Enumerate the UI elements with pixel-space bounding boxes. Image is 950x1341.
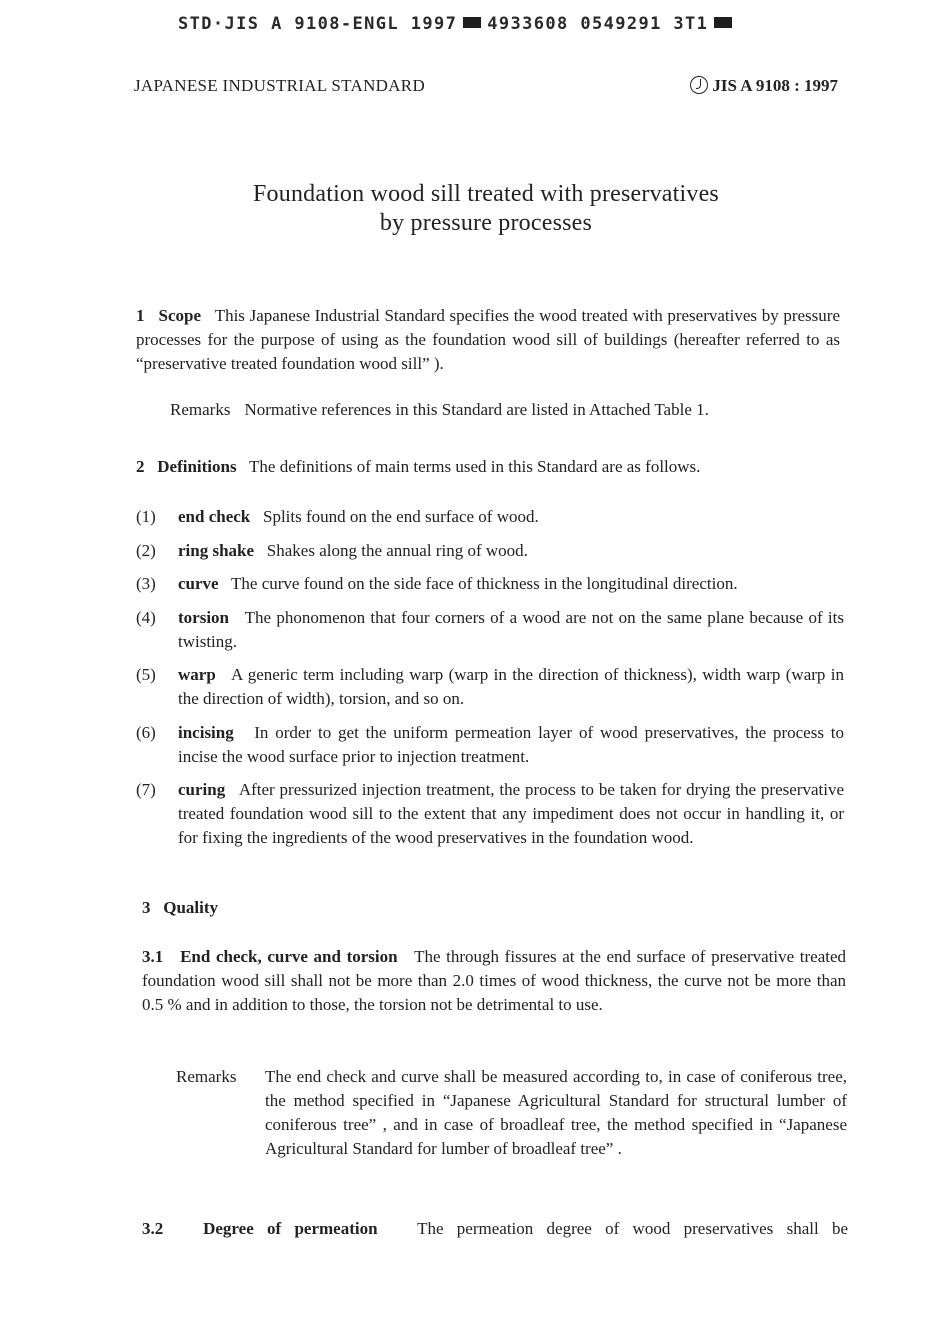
stamp-right-text: 4933608 0549291 3T1 bbox=[487, 14, 709, 34]
remarks-label: Remarks bbox=[176, 1067, 237, 1086]
definition-term: curing bbox=[178, 780, 226, 799]
definition-text: Splits found on the end surface of wood. bbox=[263, 507, 539, 526]
section-heading: Quality bbox=[163, 898, 219, 917]
definition-number: (5) bbox=[136, 665, 156, 684]
definition-text: In order to get the uniform permeation layer of wood preservatives, the process to incise the wood surface prior to injection treatment. bbox=[178, 722, 844, 766]
document-title bbox=[0, 180, 950, 238]
stamp-black-block bbox=[714, 17, 732, 28]
remarks-label: Remarks bbox=[170, 400, 231, 419]
definition-item bbox=[136, 721, 844, 769]
section-heading: Definitions bbox=[157, 457, 237, 476]
title-line-1: Foundation wood sill treated with preservatives bbox=[253, 181, 719, 207]
remarks-text: Normative references in this Standard are listed in Attached Table 1. bbox=[244, 400, 709, 419]
definition-text: A generic term including warp (warp in the direction of thickness), width warp (warp in the direction of width), torsion, and so on. bbox=[178, 665, 845, 708]
definition-text: The curve found on the side face of thickness in the longitudinal direction. bbox=[231, 574, 738, 593]
section-number: 3.1 bbox=[142, 947, 164, 966]
definition-text: After pressurized injection treatment, the process to be taken for drying the preservative treated foundation wood sill to the extent that any impediment does not occur in handling it, or for fixing the ingredients of the wood preservatives in the foundation wood. bbox=[178, 780, 844, 847]
standard-number: JIS A 9108 : 1997 bbox=[712, 76, 838, 95]
stamp-left-text: STD·JIS A 9108-ENGL 1997 bbox=[178, 14, 458, 34]
section-quality bbox=[142, 898, 218, 918]
definition-number: (2) bbox=[136, 540, 156, 560]
definition-number: (7) bbox=[136, 780, 156, 799]
section-heading: End check, curve and torsion bbox=[180, 947, 398, 966]
title-line-2: by pressure processes bbox=[379, 210, 593, 236]
definition-term: end check bbox=[178, 507, 251, 526]
section-scope bbox=[136, 304, 840, 376]
document-stamp bbox=[178, 14, 738, 34]
section-text: The through fissures at the end surface of preservative treated foundation wood sill shall not be more than 2.0 times of wood thickness, the curve not be more than 0.5 % and in addition to those, the torsion not be detrimental to use. bbox=[142, 947, 847, 1014]
section-number: 2 bbox=[136, 457, 145, 476]
definitions-list bbox=[136, 505, 844, 860]
definition-number: (6) bbox=[136, 722, 156, 742]
definition-text: Shakes along the annual ring of wood. bbox=[266, 540, 528, 560]
remarks-references bbox=[170, 400, 709, 420]
remarks-measurement: The end check and curve shall be measured according to, in case of coniferous tree, the method specified in “Japanese Agricultural Standard for structural lumber of coniferous tree” , and in case of broadleaf tree, the method specified in “Japanese Agricultural Standard for lumber of broadleaf tree” . bbox=[265, 1067, 847, 1158]
section-text: The permeation degree of wood preservatives shall be bbox=[417, 1219, 849, 1238]
section-end-check bbox=[142, 945, 846, 1017]
definition-number: (4) bbox=[136, 607, 156, 627]
section-number: 1 bbox=[136, 306, 145, 325]
section-heading: Scope bbox=[158, 306, 201, 325]
stamp-black-block bbox=[463, 17, 481, 28]
definition-term: ring shake bbox=[178, 540, 255, 560]
header-right bbox=[690, 76, 838, 96]
definition-term: torsion bbox=[178, 607, 229, 627]
definition-item bbox=[136, 778, 844, 850]
definition-term: incising bbox=[178, 722, 234, 742]
definition-number: (3) bbox=[136, 574, 156, 593]
section-text: This Japanese Industrial Standard specifies the wood treated with preservatives by pressure processes for the purpose of using as the foundation wood sill of buildings (hereafter referred to as “preservative treated foundation wood sill” ). bbox=[136, 306, 840, 373]
definition-term: warp bbox=[178, 665, 216, 684]
jis-mark-icon bbox=[690, 76, 708, 94]
section-text: The definitions of main terms used in this Standard are as follows. bbox=[249, 457, 701, 476]
definition-item bbox=[136, 539, 844, 563]
section-permeation bbox=[142, 1217, 848, 1241]
definition-term: curve bbox=[178, 574, 219, 593]
definition-number: (1) bbox=[136, 507, 156, 526]
section-definitions bbox=[136, 457, 700, 477]
section-number: 3 bbox=[142, 898, 151, 917]
definition-text: The phonomenon that four corners of a wood are not on the same plane because of its twisting. bbox=[178, 607, 844, 651]
definition-item bbox=[136, 572, 844, 596]
definition-item bbox=[136, 663, 844, 711]
section-heading: Degree of permeation bbox=[203, 1219, 378, 1238]
definition-item bbox=[136, 606, 844, 654]
section-number: 3.2 bbox=[142, 1219, 164, 1238]
definition-item bbox=[136, 505, 844, 529]
header-left: JAPANESE INDUSTRIAL STANDARD bbox=[134, 76, 426, 95]
